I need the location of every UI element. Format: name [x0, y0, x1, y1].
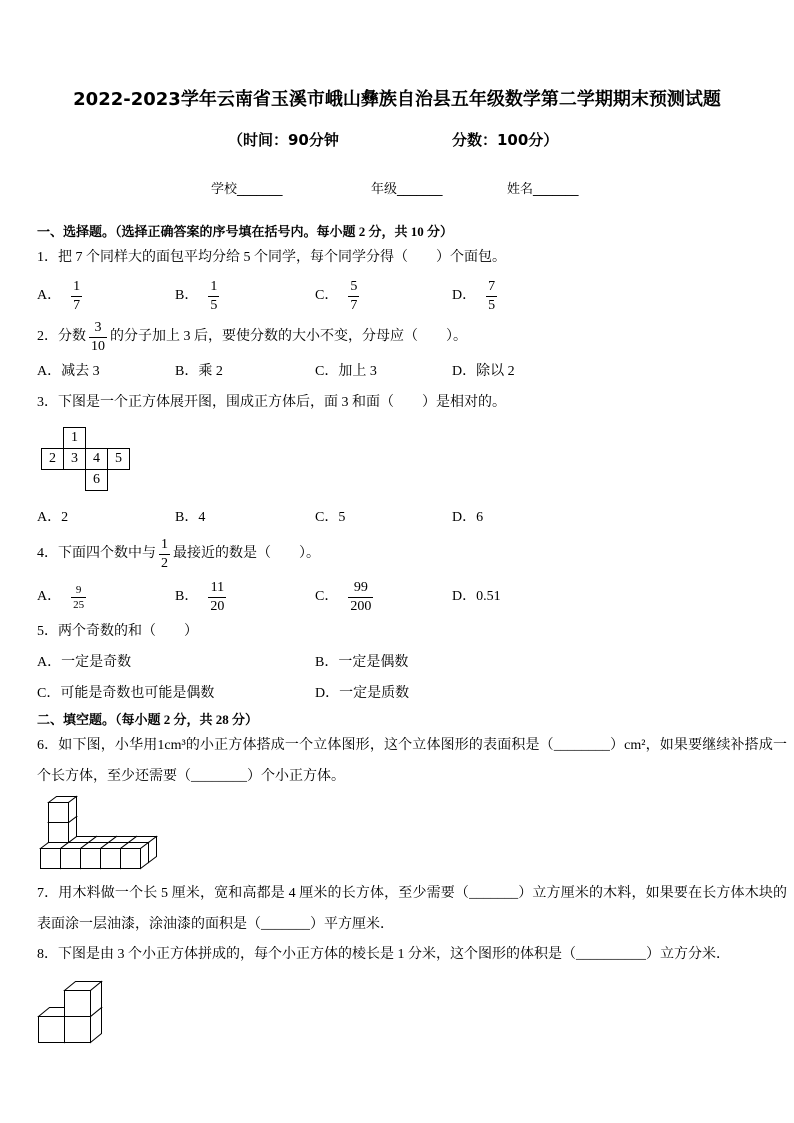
- option-a: A．减去 3: [37, 364, 100, 379]
- exam-title: 2022-2023学年云南省玉溪市峨山彝族自治县五年级数学第二学期期末预测试题: [73, 89, 721, 110]
- school-field: 学校_______: [211, 182, 283, 197]
- option-c: [315, 577, 376, 617]
- question-1-stem: 1．把 7 个同样大的面包平均分给 5 个同学，每个同学分得（ ）个面包。: [37, 250, 506, 265]
- cube-front-face: [101, 849, 121, 869]
- option-value: 0.51: [476, 589, 501, 604]
- numerator: 7: [488, 278, 496, 294]
- option-label: D．: [452, 589, 477, 604]
- denominator: 20: [210, 598, 225, 614]
- option-a: [37, 276, 85, 316]
- option-label: A．: [37, 589, 62, 604]
- option-label: C．: [315, 288, 339, 303]
- cube-stack-figure-q8: [34, 976, 114, 1046]
- stem-text: 4．下面四个数中与: [37, 546, 156, 561]
- question-5-stem: 5．两个奇数的和（ ）: [37, 624, 198, 639]
- net-face-6: 6: [85, 469, 108, 491]
- cube-front-face: [61, 849, 81, 869]
- small-cube: [49, 797, 77, 823]
- question-4-stem: [37, 534, 788, 574]
- fraction: [486, 278, 497, 315]
- option-label: D．: [452, 288, 477, 303]
- numerator: 11: [210, 579, 225, 595]
- denominator: 25: [73, 598, 85, 611]
- stem-text: 最接近的数是（ ）。: [173, 546, 320, 561]
- denominator: 7: [350, 297, 358, 313]
- option-d: D．一定是质数: [315, 686, 410, 701]
- net-face-4: 4: [85, 448, 108, 470]
- denominator: 5: [488, 297, 496, 313]
- cube-front-face: [81, 849, 101, 869]
- name-field: 姓名_______: [507, 182, 579, 197]
- denominator: 5: [210, 297, 218, 313]
- cube-front-face: [121, 849, 141, 869]
- net-face-2: 2: [41, 448, 64, 470]
- option-a: A．一定是奇数: [37, 655, 132, 670]
- option-label: B．: [175, 288, 199, 303]
- fraction: [208, 579, 226, 616]
- option-label: A．: [37, 288, 62, 303]
- cube-front-face: [39, 1017, 65, 1043]
- denominator: 10: [91, 338, 105, 354]
- option-b: [175, 577, 229, 617]
- net-face-5: 5: [107, 448, 130, 470]
- option-b: B．一定是偶数: [315, 655, 409, 670]
- stem-text: 的分子加上 3 后，要使分数的大小不变，分母应（ ）。: [110, 329, 467, 344]
- cube-net-diagram: [41, 427, 131, 492]
- option-b: B．乘 2: [175, 364, 223, 379]
- option-c: [315, 276, 362, 316]
- numerator: 1: [73, 278, 81, 294]
- fraction: [159, 536, 170, 573]
- denominator: 200: [350, 598, 372, 614]
- option-label: B．: [175, 589, 199, 604]
- option-d: [452, 577, 501, 617]
- denominator: 7: [73, 297, 81, 313]
- cube-front-face: [49, 823, 69, 843]
- question-6-text: 6．如下图，小华用1cm³的小正方体搭成一个立体图形，这个立体图形的表面积是（________）cm²，如果要继续补搭成一个长方体，至少还需要（________）个小正方体。: [37, 738, 787, 784]
- cube-front-face: [49, 803, 69, 823]
- option-c: C．可能是奇数也可能是偶数: [37, 686, 215, 701]
- numerator: 9: [75, 583, 82, 596]
- small-cube: [121, 843, 149, 869]
- exam-full-score: 分数：100分）: [452, 131, 559, 149]
- numerator: 1: [210, 278, 218, 294]
- net-face-1: 1: [63, 427, 86, 449]
- denominator: 2: [161, 555, 168, 571]
- option-b: B．4: [175, 510, 206, 525]
- cube-front-face: [65, 1017, 91, 1043]
- section-2-heading: 二、填空题。（每小题 2 分，共 28 分）: [37, 712, 259, 727]
- option-d: D．6: [452, 510, 484, 525]
- fraction: [71, 278, 82, 315]
- question-2-options: [0, 362, 794, 382]
- numerator: 3: [94, 319, 102, 335]
- grade-field: 年级_______: [371, 182, 443, 197]
- option-a: [37, 577, 89, 617]
- numerator: 5: [350, 278, 358, 294]
- option-a: A．2: [37, 510, 69, 525]
- question-3-options: [0, 508, 794, 528]
- cube-stack-figure-q6: [36, 790, 166, 872]
- stem-text: 2．分数: [37, 329, 86, 344]
- option-d: D．除以 2: [452, 364, 515, 379]
- fraction: [348, 579, 373, 616]
- option-label: C．: [315, 589, 339, 604]
- question-5-options-row-2: [0, 684, 794, 704]
- question-3-stem: 3．下图是一个正方体展开图，围成正方体后，面 3 和面（ ）是相对的。: [37, 395, 506, 410]
- fraction: [71, 583, 86, 612]
- option-d: [452, 276, 500, 316]
- fraction: [348, 278, 359, 315]
- question-1-options: [0, 276, 794, 316]
- net-face-3: 3: [63, 448, 86, 470]
- fraction: [208, 278, 219, 315]
- option-c: C．5: [315, 510, 346, 525]
- numerator: 1: [161, 536, 168, 552]
- option-c: C．加上 3: [315, 364, 377, 379]
- question-8-text: 8．下图是由 3 个小正方体拼成的，每个小正方体的棱长是 1 分米，这个图形的体积是（__________）立方分米．: [37, 947, 730, 962]
- numerator: 99: [353, 579, 368, 595]
- question-5-options-row-1: [0, 653, 794, 673]
- question-7-text: 7．用木料做一个长 5 厘米，宽和高都是 4 厘米的长方体，至少需要（_______）立方厘米的木料，如果要在长方体木块的表面涂一层油漆，涂油漆的面积是（_______）平方厘米．: [37, 886, 787, 932]
- cube-front-face: [65, 991, 91, 1017]
- cube-front-face: [41, 849, 61, 869]
- small-cube: [65, 982, 102, 1017]
- question-4-options: [0, 577, 794, 617]
- fraction: [89, 319, 107, 356]
- exam-time-limit: （时间：90分钟: [228, 131, 339, 149]
- question-2-stem: [37, 317, 788, 357]
- option-b: [175, 276, 222, 316]
- section-1-heading: 一、选择题。（选择正确答案的序号填在括号内。每小题 2 分，共 10 分）: [37, 224, 454, 239]
